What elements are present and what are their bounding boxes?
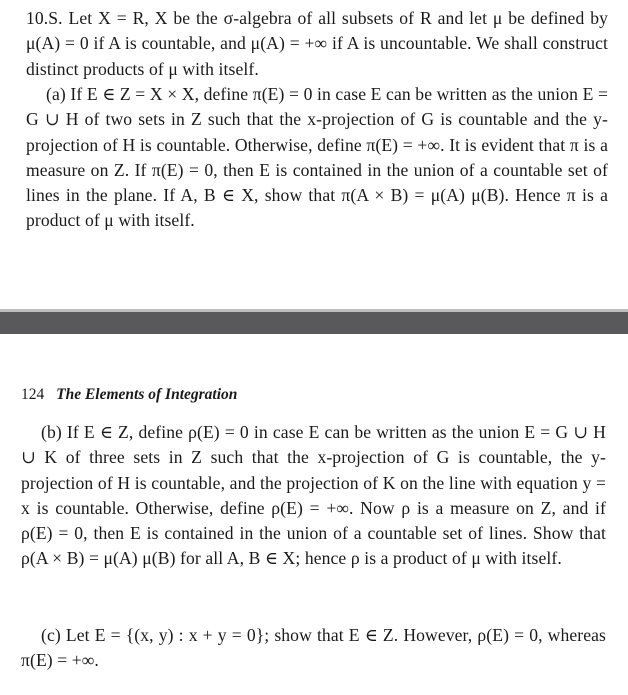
- page-divider: [0, 312, 628, 334]
- exercise-part-b: (b) If E ∈ Z, define ρ(E) = 0 in case E can be written as the union E = G ∪ H ∪ K of three sets in Z such that the x-projection of G is countable, the y-projection of H is countable, and the projection of K on the line with equation y = x is countable. Otherwise, define ρ(E) = +∞. Now ρ is a measure on Z, and if ρ(E) = 0, then E is contained in the union of a countable set of lines. Show that ρ(A × B) = μ(A) μ(B) for all A, B ∈ X; hence ρ is a product of μ with itself.: [21, 422, 606, 569]
- running-head: [21, 384, 611, 406]
- exercise-part-c: (c) Let E = {(x, y) : x + y = 0}; show that E ∈ Z. However, ρ(E) = 0, whereas π(E) = +∞.: [21, 625, 606, 671]
- page-number: 124: [21, 386, 45, 403]
- running-title: The Elements of Integration: [56, 386, 238, 403]
- exercise-10s-intro: 10.S. Let X = R, X be the σ-algebra of all subsets of R and let μ be defined by μ(A) = 0 if A is countable, and μ(A) = +∞ if A is uncountable. We shall construct distinct products of μ with itself.: [26, 8, 608, 79]
- exercise-part-a: (a) If E ∈ Z = X × X, define π(E) = 0 in case E can be written as the union E = G ∪ H of two sets in Z such that the x-projection of G is countable and the y-projection of H is countable. Otherwise, define π(E) = +∞. It is evident that π is a measure on Z. If π(E) = 0, then E is contained in the union of a countable set of lines in the plane. If A, B ∈ X, show that π(A × B) = μ(A) μ(B). Hence π is a product of μ with itself.: [26, 84, 608, 231]
